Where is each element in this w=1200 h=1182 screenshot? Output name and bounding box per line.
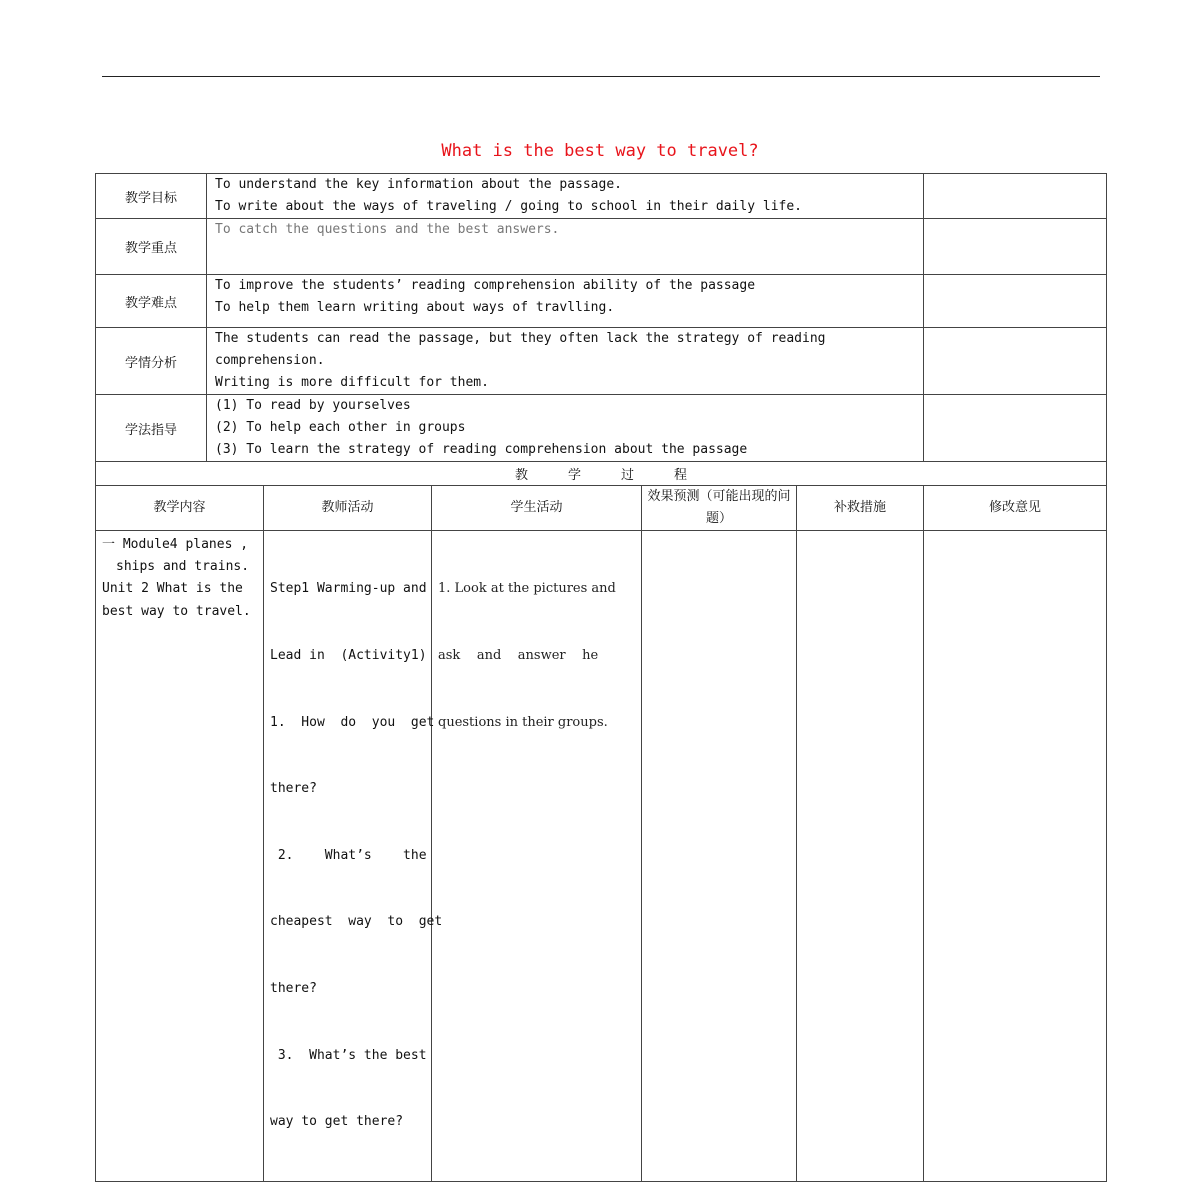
student-activity-cell xyxy=(432,531,642,1182)
teacher-activity-cell xyxy=(264,531,443,1182)
section-title-char: 学 xyxy=(568,468,582,483)
lesson-plan-table xyxy=(95,173,1107,1182)
row-notes xyxy=(924,174,1107,219)
content-line: The students can read the passage, but they often lack the strategy of reading comprehension. xyxy=(215,331,826,368)
content-line: there? xyxy=(270,781,317,797)
page-title: What is the best way to travel? xyxy=(441,141,759,161)
content-line: ask and answer he xyxy=(438,648,599,664)
row-content xyxy=(207,219,924,275)
row-content xyxy=(207,174,924,219)
header-remedial-measures: 补救措施 xyxy=(797,486,924,531)
row-label: 教学目标 xyxy=(96,174,207,219)
row-content xyxy=(207,275,924,328)
content-line: 1. Look at the pictures and xyxy=(438,581,616,597)
content-line: 一 Module4 planes , xyxy=(102,537,249,552)
section-title-char: 教 xyxy=(515,468,529,483)
header-revision-notes: 修改意见 xyxy=(924,486,1107,531)
remedial-measures-cell xyxy=(797,531,924,1182)
content-line: way to get there? xyxy=(270,1114,404,1130)
content-line: best way to travel. xyxy=(102,603,251,619)
row-content xyxy=(207,395,924,462)
row-label: 教学难点 xyxy=(96,275,207,328)
content-line: To improve the students’ reading comprehension ability of the passage xyxy=(215,278,756,293)
content-line: Lead in (Activity1) xyxy=(270,648,427,664)
content-line: cheapest way to get xyxy=(270,914,443,930)
process-row xyxy=(96,531,1107,1182)
content-line: questions in their groups. xyxy=(438,714,608,730)
content-line: To write about the ways of traveling / going to school in their daily life. xyxy=(215,199,802,214)
effect-prediction-cell xyxy=(642,531,797,1182)
content-line: Unit 2 What is the xyxy=(102,581,243,597)
content-line: 2. What’s the xyxy=(270,847,427,863)
content-line: (2) To help each other in groups xyxy=(215,420,466,435)
teaching-content-cell xyxy=(96,531,264,1182)
content-line: To catch the questions and the best answers. xyxy=(215,222,560,237)
row-key-points xyxy=(96,219,1107,275)
row-label: 教学重点 xyxy=(96,219,207,275)
header-effect-prediction: 效果预测（可能出现的问题） xyxy=(642,486,797,531)
header-teaching-content: 教学内容 xyxy=(96,486,264,531)
process-header-row xyxy=(96,486,1107,531)
row-learner-analysis xyxy=(96,328,1107,395)
content-line: Writing is more difficult for them. xyxy=(215,375,489,390)
revision-notes-cell xyxy=(924,531,1107,1182)
row-difficulties xyxy=(96,275,1107,328)
content-line: (3) To learn the strategy of reading comprehension about the passage xyxy=(215,442,748,457)
section-title-char: 过 xyxy=(621,468,635,483)
row-label: 学法指导 xyxy=(96,395,207,462)
content-line: 1. How do you get xyxy=(270,714,435,730)
content-line: (1) To read by yourselves xyxy=(215,398,411,413)
header-teacher-activity: 教师活动 xyxy=(264,486,432,531)
content-line: 3. What’s the best xyxy=(270,1047,427,1063)
row-content xyxy=(207,328,924,395)
content-line: Step1 Warming-up and xyxy=(270,581,427,597)
content-line: To help them learn writing about ways of travlling. xyxy=(215,300,615,315)
row-notes xyxy=(924,328,1107,395)
row-notes xyxy=(924,219,1107,275)
row-objectives xyxy=(96,174,1107,219)
content-line: there? xyxy=(270,981,317,997)
content-line: To understand the key information about the passage. xyxy=(215,177,622,192)
row-notes xyxy=(924,395,1107,462)
content-line: ships and trains. xyxy=(116,559,250,575)
header-rule xyxy=(102,76,1100,77)
row-notes xyxy=(924,275,1107,328)
section-title xyxy=(96,462,1107,486)
section-title-row xyxy=(96,462,1107,486)
row-method-guidance xyxy=(96,395,1107,462)
row-label: 学情分析 xyxy=(96,328,207,395)
header-student-activity: 学生活动 xyxy=(432,486,642,531)
section-title-char: 程 xyxy=(674,468,688,483)
